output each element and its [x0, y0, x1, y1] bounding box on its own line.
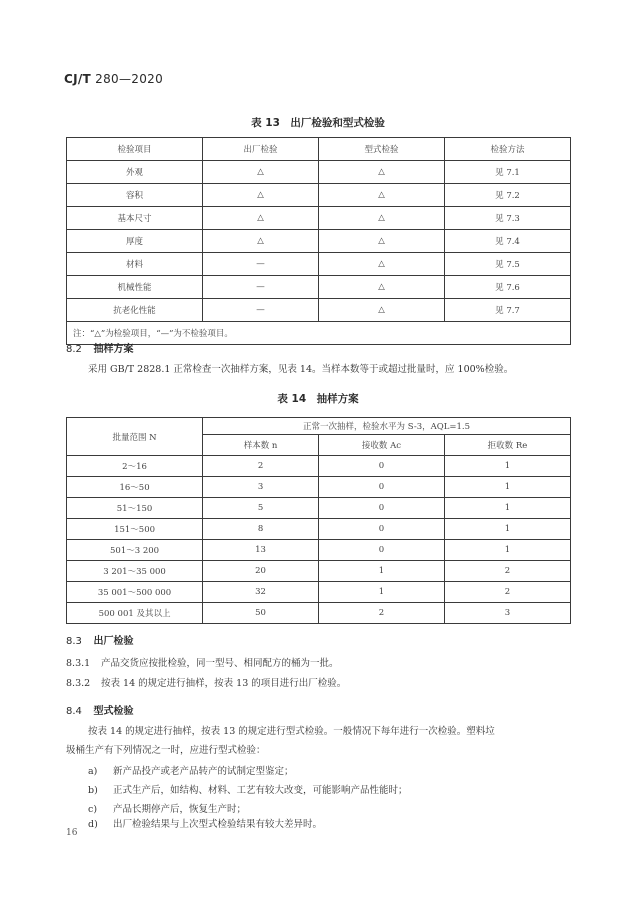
- table13-header-row: [67, 138, 571, 161]
- table-cell: 16～50: [67, 477, 203, 498]
- list-item-label: b): [88, 785, 98, 796]
- table-cell: 13: [203, 540, 319, 561]
- section-8-4-text-line1: 按表 14 的规定进行抽样，按表 13 的规定进行型式检验。一般情况下每年进行一次检验。塑料垃: [88, 726, 495, 737]
- table13-note: 注：“△”为检验项目，“—”为不检验项目。: [67, 322, 571, 345]
- table-row: [67, 207, 571, 230]
- list-item-text: 出厂检验结果与上次型式检验结果有较大差异时。: [113, 819, 323, 830]
- section-8-3-heading: [66, 632, 133, 647]
- table-row: [67, 498, 571, 519]
- list-item-text: 正式生产后，如结构、材料、工艺有较大改变，可能影响产品性能时；: [113, 785, 408, 796]
- table-cell: 0: [318, 456, 444, 477]
- table-14: [66, 417, 571, 624]
- table-cell: 1: [444, 519, 570, 540]
- list-item-text: 新产品投产或老产品转产的试制定型鉴定；: [113, 766, 294, 777]
- table13-caption: 表 13 出厂检验和型式检验: [251, 117, 385, 129]
- table-row: [67, 603, 571, 624]
- table-row: [67, 582, 571, 603]
- table-cell: 2: [444, 582, 570, 603]
- table-cell: 1: [444, 477, 570, 498]
- clause-number: 8.3.1: [66, 658, 91, 669]
- section-8-2-text: 采用 GB/T 2828.1 正常检查一次抽样方案，见表 14。当样本数等于或超过批量时，应 100%检验。: [88, 364, 514, 375]
- table-cell: —: [203, 276, 319, 299]
- table14-header-cell: 批量范围 N: [67, 418, 203, 456]
- table-cell: 2～16: [67, 456, 203, 477]
- list-item: [88, 816, 322, 830]
- list-item: [88, 801, 246, 815]
- table-row: [67, 519, 571, 540]
- section-number: 8.4: [66, 706, 82, 717]
- table-row: [67, 161, 571, 184]
- list-item-label: a): [88, 766, 98, 777]
- list-item: [88, 763, 294, 777]
- table13-note-row: [67, 322, 571, 345]
- table-cell: 1: [444, 498, 570, 519]
- table14-caption: 表 14 抽样方案: [277, 393, 359, 405]
- table-cell: △: [318, 276, 444, 299]
- list-item-label: d): [88, 819, 98, 830]
- list-item: [88, 782, 408, 796]
- table-cell: △: [203, 207, 319, 230]
- standard-number: 280—2020: [95, 72, 164, 86]
- table13-header-cell: 检验方法: [444, 138, 570, 161]
- table-cell: 8: [203, 519, 319, 540]
- table-cell: 500 001 及其以上: [67, 603, 203, 624]
- table-cell: 0: [318, 540, 444, 561]
- table-cell: 0: [318, 519, 444, 540]
- table-cell: 5: [203, 498, 319, 519]
- table-cell: 0: [318, 477, 444, 498]
- clause-8-3-1: [66, 655, 339, 672]
- section-8-4-heading: [66, 702, 133, 717]
- table-cell: △: [318, 161, 444, 184]
- table-cell: 3: [444, 603, 570, 624]
- table13-header-cell: 出厂检验: [203, 138, 319, 161]
- table-cell: 32: [203, 582, 319, 603]
- table-row: [67, 561, 571, 582]
- table-cell: 35 001～500 000: [67, 582, 203, 603]
- table-cell: △: [203, 161, 319, 184]
- table-cell: △: [203, 230, 319, 253]
- table13-header-cell: 型式检验: [318, 138, 444, 161]
- table-cell: 厚度: [67, 230, 203, 253]
- table-cell: 容积: [67, 184, 203, 207]
- table14-header-cell: 样本数 n: [203, 435, 319, 456]
- table-row: [67, 540, 571, 561]
- table-row: [67, 299, 571, 322]
- table14-header-cell: 拒收数 Re: [444, 435, 570, 456]
- table-cell: —: [203, 253, 319, 276]
- list-item-text: 产品长期停产后，恢复生产时；: [113, 804, 247, 815]
- table-row: [67, 253, 571, 276]
- table-cell: 基本尺寸: [67, 207, 203, 230]
- table-cell: 2: [318, 603, 444, 624]
- table-row: [67, 276, 571, 299]
- clause-number: 8.3.2: [66, 678, 91, 689]
- table-cell: 151～500: [67, 519, 203, 540]
- section-title: 抽样方案: [93, 344, 134, 355]
- section-number: 8.2: [66, 344, 82, 355]
- section-title: 出厂检验: [93, 636, 134, 647]
- table-cell: 50: [203, 603, 319, 624]
- standard-header: [64, 72, 163, 86]
- table-row: [67, 477, 571, 498]
- section-8-2-heading: [66, 340, 133, 355]
- table-cell: 见 7.2: [444, 184, 570, 207]
- table-cell: 51～150: [67, 498, 203, 519]
- table-cell: 2: [203, 456, 319, 477]
- table-cell: 3 201～35 000: [67, 561, 203, 582]
- table-cell: △: [318, 253, 444, 276]
- table14-header-row: [67, 418, 571, 435]
- table-cell: 抗老化性能: [67, 299, 203, 322]
- table-row: [67, 230, 571, 253]
- table-cell: △: [318, 184, 444, 207]
- table-row: [67, 184, 571, 207]
- table14-group-header: 正常一次抽样，检验水平为 S-3，AQL=1.5: [203, 418, 571, 435]
- table-cell: —: [203, 299, 319, 322]
- table-cell: △: [318, 230, 444, 253]
- clause-8-3-2: [66, 675, 346, 692]
- table-cell: 0: [318, 498, 444, 519]
- table-cell: 见 7.7: [444, 299, 570, 322]
- standard-code: CJ/T: [64, 72, 92, 86]
- section-number: 8.3: [66, 636, 82, 647]
- table-cell: 20: [203, 561, 319, 582]
- table-cell: 机械性能: [67, 276, 203, 299]
- table-cell: 3: [203, 477, 319, 498]
- table-cell: 见 7.3: [444, 207, 570, 230]
- table13-header-cell: 检验项目: [67, 138, 203, 161]
- clause-text: 产品交货应按批检验，同一型号、相同配方的桶为一批。: [101, 658, 339, 669]
- table-cell: △: [203, 184, 319, 207]
- table-row: [67, 456, 571, 477]
- table-cell: 1: [444, 540, 570, 561]
- table14-header-cell: 接收数 Ac: [318, 435, 444, 456]
- table-cell: △: [318, 299, 444, 322]
- table-cell: 1: [318, 582, 444, 603]
- table-cell: 材料: [67, 253, 203, 276]
- section-title: 型式检验: [93, 706, 134, 717]
- table-cell: 外观: [67, 161, 203, 184]
- table-cell: 1: [318, 561, 444, 582]
- page-number: 16: [66, 828, 78, 838]
- section-8-4-text-line2: 圾桶生产有下列情况之一时，应进行型式检验：: [66, 745, 266, 756]
- list-item-label: c): [88, 804, 98, 815]
- table-cell: 501～3 200: [67, 540, 203, 561]
- table-cell: 见 7.4: [444, 230, 570, 253]
- clause-text: 按表 14 的规定进行抽样，按表 13 的项目进行出厂检验。: [101, 678, 347, 689]
- table-cell: △: [318, 207, 444, 230]
- table-cell: 见 7.1: [444, 161, 570, 184]
- table-cell: 见 7.6: [444, 276, 570, 299]
- table-cell: 见 7.5: [444, 253, 570, 276]
- table-cell: 1: [444, 456, 570, 477]
- table-cell: 2: [444, 561, 570, 582]
- table-13: [66, 137, 571, 345]
